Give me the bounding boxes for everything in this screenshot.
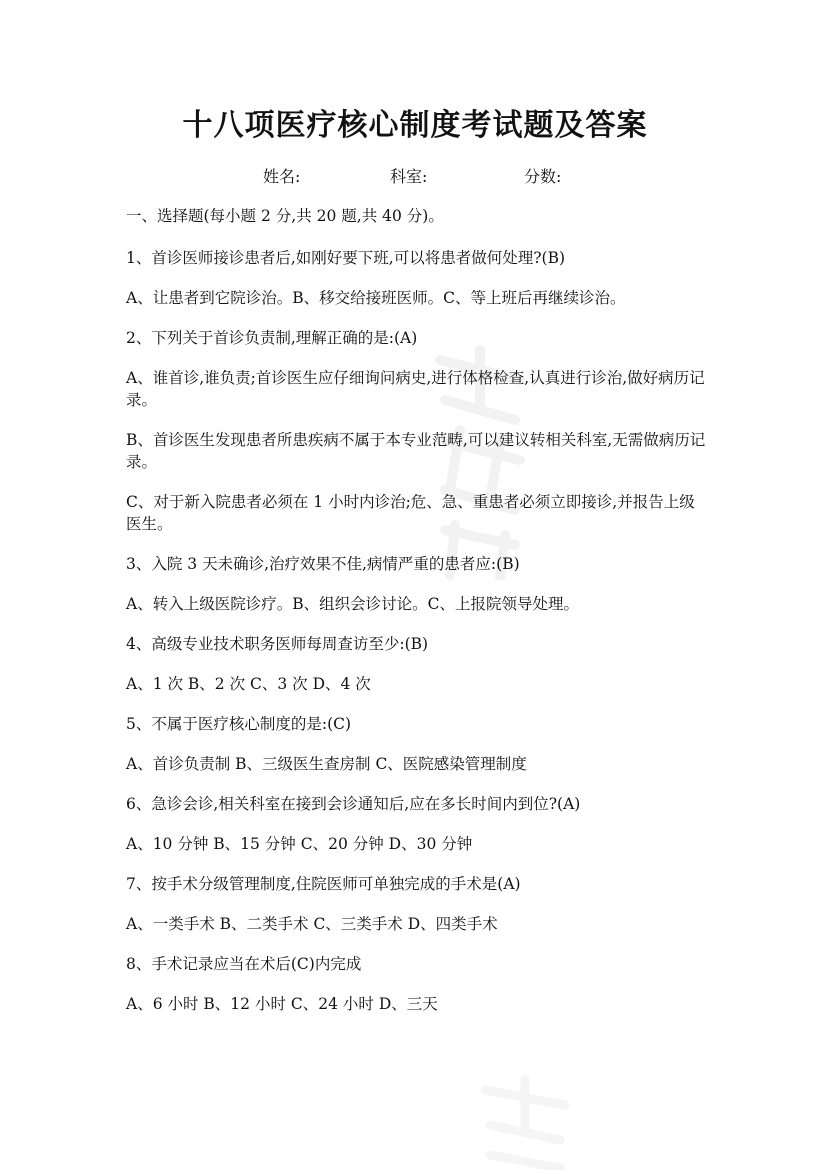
department-label: 科室: [390,167,428,186]
question-2-option-c: C、对于新入院患者必须在 1 小时内诊治;危、急、重患者必须立即接诊,并报告上级医生。 [126,493,695,533]
question-2-option-a: A、谁首诊,谁负责;首诊医生应仔细询问病史,进行体格检查,认真进行诊治,做好病历记录。 [126,369,705,409]
score-label: 分数: [524,167,562,186]
question-5: 5、不属于医疗核心制度的是:(C) [126,715,352,733]
question-1-options: A、让患者到它院诊治。B、移交给接班医师。C、等上班后再继续诊治。 [126,289,626,307]
question-4-options: A、1 次 B、2 次 C、3 次 D、4 次 [126,675,371,693]
exam-content [126,205,710,1033]
question-4: 4、高级专业技术职务医师每周查访至少:(B) [126,635,429,653]
watermark-icon-lower [470,1070,580,1170]
name-label: 姓名: [263,167,301,186]
question-2: 2、下列关于首诊负责制,理解正确的是:(A) [126,329,418,347]
question-6-options: A、10 分钟 B、15 分钟 C、20 分钟 D、30 分钟 [126,835,473,853]
question-7-options: A、一类手术 B、二类手术 C、三类手术 D、四类手术 [126,915,498,933]
exam-info-row [0,164,830,188]
question-6: 6、急诊会诊,相关科室在接到会诊通知后,应在多长时间内到位?(A) [126,795,581,813]
question-1: 1、首诊医师接诊患者后,如刚好要下班,可以将患者做何处理?(B) [126,249,566,267]
question-2-option-b: B、首诊医生发现患者所患疾病不属于本专业范畴,可以建议转相关科室,无需做病历记录。 [126,431,706,471]
question-5-options: A、首诊负责制 B、三级医生查房制 C、医院感染管理制度 [126,755,527,773]
question-8: 8、手术记录应当在术后(C)内完成 [126,955,362,973]
question-7: 7、按手术分级管理制度,住院医师可单独完成的手术是(A) [126,875,521,893]
question-3: 3、入院 3 天未确诊,治疗效果不佳,病情严重的患者应:(B) [126,555,520,573]
question-8-options: A、6 小时 B、12 小时 C、24 小时 D、三天 [126,995,438,1013]
question-3-options: A、转入上级医院诊疗。B、组织会诊讨论。C、上报院领导处理。 [126,595,579,613]
section-heading: 一、选择题(每小题 2 分,共 20 题,共 40 分)。 [126,207,444,225]
document-title: 十八项医疗核心制度考试题及答案 [182,108,648,143]
